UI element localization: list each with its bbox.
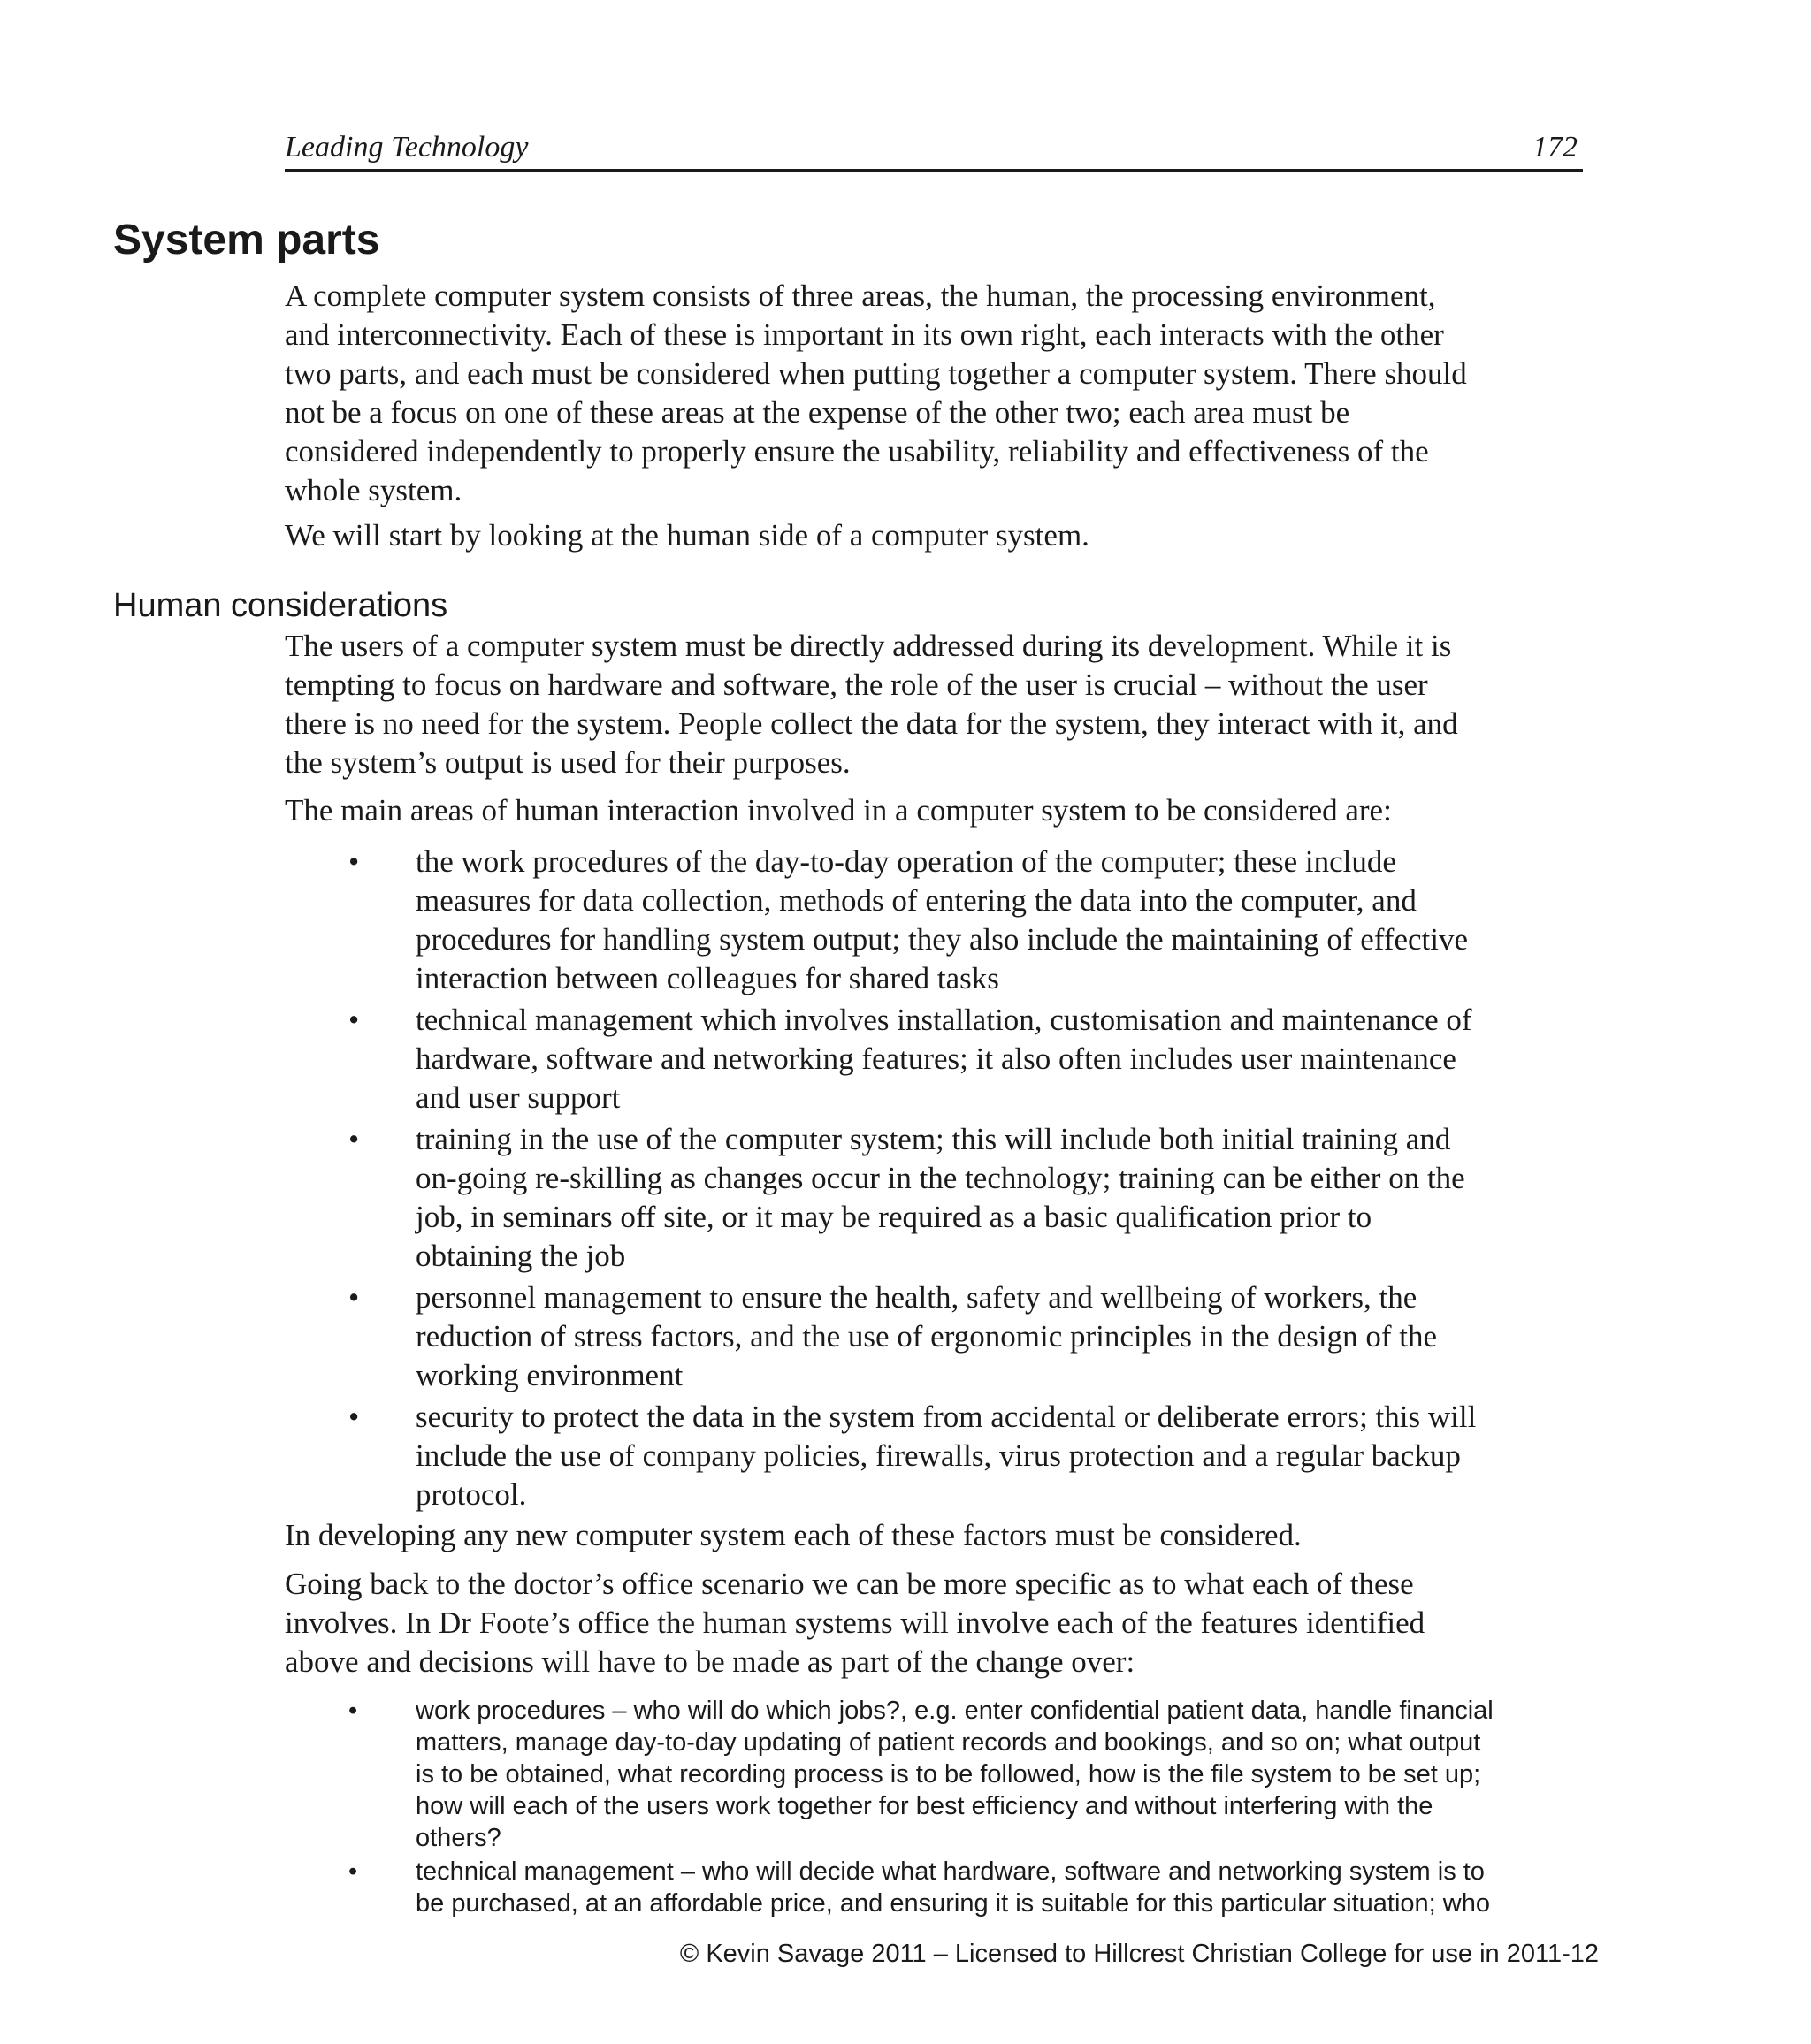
scenario-paragraph: Going back to the doctor’s office scenario we can be more specific as to what each of these involves. In Dr Foote’s office the human systems will involve each of the features identified above and decisions will have to be made as part of the change over: — [285, 1567, 1425, 1679]
list-lead-paragraph: The main areas of human interaction involved in a computer system to be considered are: — [285, 793, 1392, 828]
list-item — [285, 1398, 1585, 1514]
intro-paragraph: A complete computer system consists of three areas, the human, the processing environment, and interconnectivity. Each of these is important in its own right, each interacts with the other two parts, and each must be considered when putting together a computer system. There should not be a focus on one of these areas at the expense of the other two; each area must be considered independently to properly ensure the usability, reliability and effectiveness of the whole system. — [285, 278, 1467, 507]
bullet-icon: • — [348, 1400, 360, 1434]
list-item-text: personnel management to ensure the health, safety and wellbeing of workers, the reduction of stress factors, and the use of ergonomic principles in the design of the working environment — [416, 1280, 1438, 1392]
running-header — [285, 128, 1583, 172]
list-item — [285, 1120, 1585, 1276]
list-item-text: training in the use of the computer system; this will include both initial training and on-going re-skilling as changes occur in the technology; training can be either on the job, in seminars off site, or it may be required as a basic qualification prior to obtaining the job — [416, 1122, 1465, 1273]
bullet-icon: • — [348, 1857, 358, 1886]
transition-paragraph: We will start by looking at the human side of a computer system. — [285, 518, 1089, 553]
list-item-text: technical management – who will decide what hardware, software and networking system is to be purchased, at an affordable price, and ensuring it is suitable for this particular situation; who — [416, 1857, 1490, 1918]
bullet-icon: • — [348, 1003, 360, 1037]
scenario-list — [285, 1695, 1585, 1919]
subsection-heading: Human considerations — [113, 587, 448, 624]
human-areas-list — [285, 843, 1585, 1514]
list-item-text: the work procedures of the day-to-day operation of the computer; these include measures for data collection, methods of entering the data into the computer, and procedures for handling system output; they also include the maintaining of effective interaction between colleagues for shared tasks — [416, 844, 1468, 995]
section-heading: System parts — [113, 217, 380, 263]
bullet-icon: • — [348, 1122, 360, 1156]
list-item — [285, 1856, 1585, 1919]
copyright-footer: © Kevin Savage 2011 – Licensed to Hillcrest Christian College for use in 2011-12 — [679, 1940, 1599, 1968]
users-paragraph: The users of a computer system must be directly addressed during its development. While it is tempting to focus on hardware and software, the role of the user is crucial – without the user there is no need for the system. People collect the data for the system, they interact with it, and the system’s output is used for their purposes. — [285, 629, 1458, 780]
bullet-icon: • — [348, 844, 360, 879]
bullet-icon: • — [348, 1280, 360, 1315]
list-item — [285, 1001, 1585, 1117]
list-item-text: technical management which involves installation, customisation and maintenance of hardware, software and networking features; it also often includes user maintenance and user support — [416, 1003, 1472, 1115]
list-item-text: security to protect the data in the system from accidental or deliberate errors; this will include the use of company policies, firewalls, virus protection and a regular backup protocol. — [416, 1400, 1477, 1512]
bullet-icon: • — [348, 1697, 358, 1725]
list-item — [285, 1695, 1585, 1854]
page-number: 172 — [1532, 131, 1578, 164]
list-item-text: work procedures – who will do which jobs?, e.g. enter confidential patient data, handle financial matters, manage day-to-day updating of patient records and bookings, and so on; what output is to be obtained, what recording process is to be followed, how is the file system to be set up; how will each of the users work together for best efficiency and without interfering with the others? — [416, 1697, 1494, 1852]
conclusion-paragraph: In developing any new computer system each of these factors must be considered. — [285, 1518, 1302, 1552]
book-title: Leading Technology — [285, 131, 529, 164]
list-item — [285, 1278, 1585, 1395]
list-item — [285, 843, 1585, 998]
